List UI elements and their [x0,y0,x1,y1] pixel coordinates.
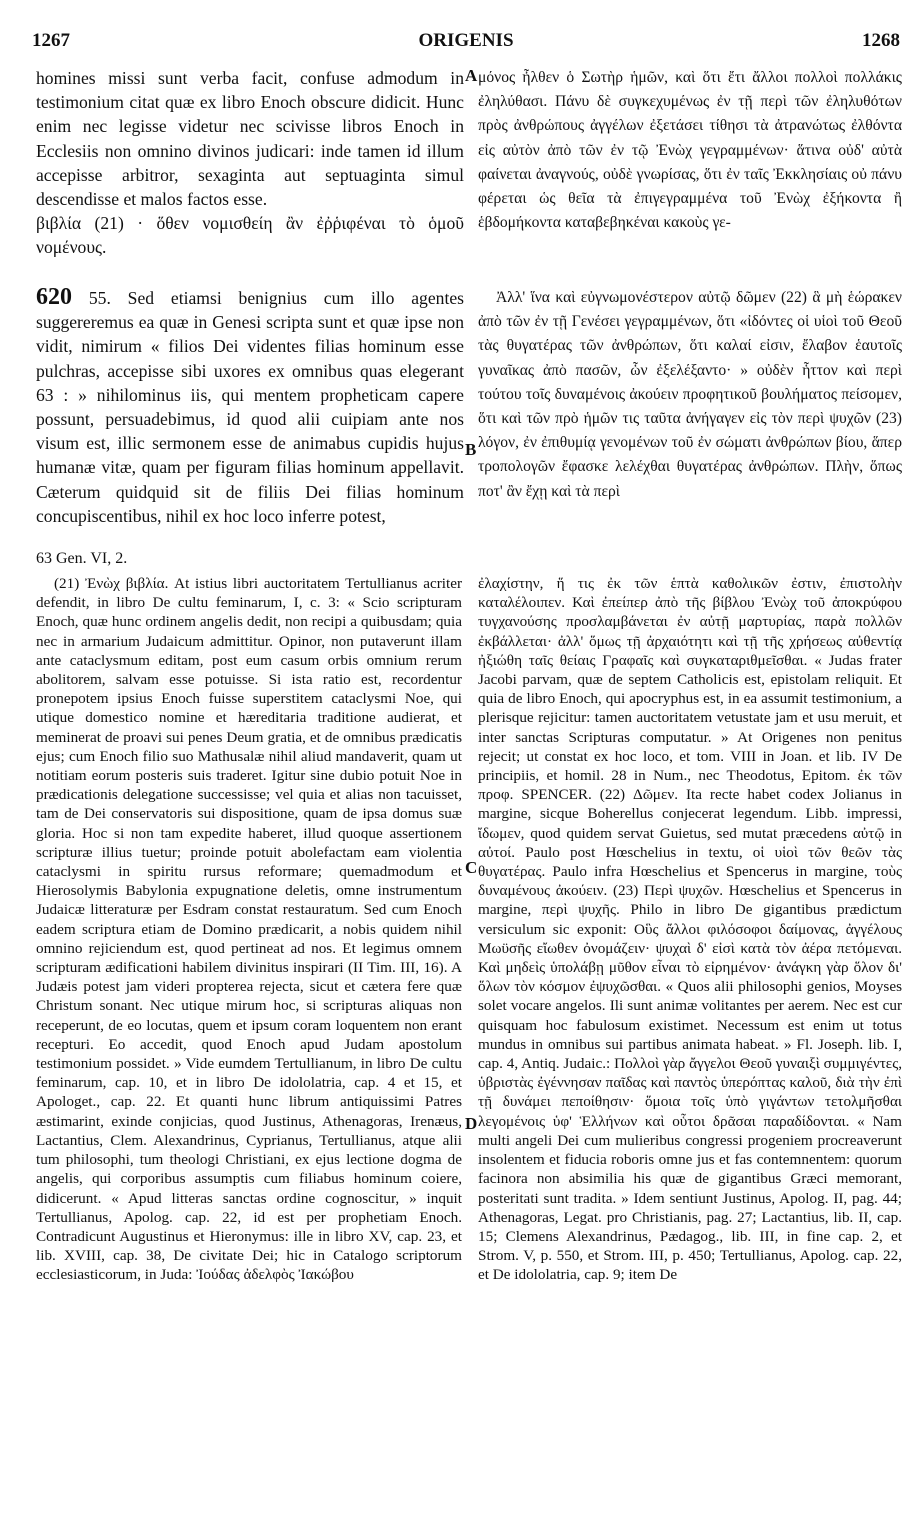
running-title: ORIGENIS [418,30,514,51]
notes-column-right [478,574,902,1519]
greek-section-paragraph: Ἀλλ' ἵνα καὶ εὐγνωμονέστερον αὐτῷ δῶμεν (22) ἃ μὴ ἑώρακεν ἀπὸ τῶν ἐν τῇ Γενέσει γεγραμμένων, ὅτι «ἰδόντες οἱ υἱοὶ τοῦ Θεοῦ τὰς θυγατέρας τῶν ἀνθρώπων, ὅτι καλαί εἰσιν, ἔλαβον ἑαυτοῖς γυναῖκας ἀπὸ πασῶν, ὧν ἐξελέξαντο· » οὐδὲν ἧττον καὶ περὶ τούτου τοῖς δυναμένοις ἀκούειν προφητικοῦ βουλήματος πείσομεν, ὅτι καὶ τῶν πρὸ ἡμῶν τις ταῦτα ἀνήγαγεν εἰς τὸν περὶ ψυχῶν (23) λόγον, ἐν ἐπιθυμίᾳ γενομένων τοῦ ἐν σώματι ἀνθρώπων βίου, ἅπερ τροπολογῶν ἔφασκε λελέχθαι θυγατέρας ἀνθρώπων. Πλὴν, ὅπως ποτ' ἂν ἔχῃ καὶ τὰ περὶ [478,289,902,500]
margin-letter-b: B [465,440,477,459]
page-number-left: 1267 [32,30,70,51]
greek-fragment-left: βιβλία (21) · ὅθεν νομισθείη ἂν ἐῤῥιφέναι τὸ ὁμοῦ νομένους. [36,213,464,258]
margin-letter-a: A [465,66,478,85]
greek-column-section [478,286,902,552]
notes-continued: ἐλαχίστην, ἥ τις ἐκ τῶν ἑπτὰ καθολικῶν ἐστιν, ἐπιστολὴν καταλέλοιπεν. Καὶ ἐπείπερ ἀπὸ τῆς βίβλου Ἐνὼχ τοῦ ἀποκρύφου τυγχανούσης προσλαμβάνεται ἐν αὐτῇ μαρτυρίας, παρὰ πολλῶν ἐκβάλλεται· ἀλλ' ὅμως τῇ ἀρχαιότητι καὶ τῇ τῆς χρήσεως αὐθεντίᾳ ἠξιώθη ταῖς θείαις Γραφαῖς καὶ συγκαταριθμεῖσθαι. « Judas frater Jacobi parvam, quæ de septem Catholicis est, epistolam reliquit. Et quia de libro Enoch, qui apocryphus est, in ea assumit testimonium, a plerisque rejicitur: tamen auctoritatem vetustate jam et usu meruit, et inter sanctas Scripturas computatur. » At Origenes non penitus rejecit; ut constat ex hoc loco, et tom. VIII in Joan. et lib. IV De principiis, et homil. 28 in Num., nec Theodotus, Epitom. ἐκ τῶν προφ. SPENCER. (22) Δῶμεν. Ita recte habet codex Jolianus in margine, sicque Boherellus conjecerat legendum. Libb. impressi, ἴδωμεν, quod quidem servat Guietus, sed mutat præcedens αὐτῷ in αὐτοί. Paulo post Hœschelius in textu, οἱ υἱοὶ τῶν θεῶν τὰς θυγατέρας. Paulo infra Hœschelius et Spencerus in margine, τοὺς δυναμένους ἀκούειν. (23) Περὶ ψυχῶν. Hœschelius et Spencerus in margine, περὶ ψυχῆς. Philo in libro De gigantibus prædictum versiculum sic exponit: Οὓς ἄλλοι φιλόσοφοι δαίμονας, ἀγγέλους Μωϋσῆς εἴωθεν ὀνομάζειν· ψυχαὶ δ' εἰσὶ κατὰ τὸν ἀέρα πετόμεναι. Καὶ μηδεὶς ὑπολάβῃ μῦθον εἶναι τὸ εἰρημένον· ἀνάγκη γὰρ ὅλον δι' ὅλων τὸν κόσμον ἐψυχῶσθαι. « Quos alii philosophi genios, Moyses solet vocare angelos. Ili sunt animæ volitantes per aerem. Nec est cur quisquam hoc fabulosum existimet. Necessum est enim ut totus mundus in omnibus sui partibus animata habeat. » Fl. Joseph. lib. I, cap. 4, Antiq. Judaic.: Πολλοὶ γὰρ ἄγγελοι Θεοῦ γυναιξὶ συμμιγέντες, ὑβριστὰς ἐγέννησαν παῖδας καὶ παντὸς ὑπερόπτας καλοῦ, διὰ τὴν ἐπὶ τῇ δυνάμει πεποίθησιν· ὅμοια τοῖς ὑπὸ γιγάντων τετολμῆσθαι λεγομένοις ὑφ' Ἑλλήνων καὶ οὗτοι δρᾶσαι παραδίδονται. « Nam multi angeli Dei cum mulieribus congressi progeniem procreaverunt insolentem et fiducia roboris omne jus et fas contemnentem: quorum facinora non absimilia his quæ de gigantibus Græci memorant, posteritati sunt tradita. » Idem sentiunt Justinus, Apolog. II, pag. 44; Athenagoras, Legat. pro Christianis, pag. 27; Lactantius, lib. II, cap. 15; Clemens Alexandrinus, Pædagog., lib. III, in fine cap. 2, et Strom. V, p. 550, et Strom. III, p. 450; Tertullianus, Apolog. cap. 22, et De idololatria, cap. 9; item De [478,575,902,1284]
running-header [32,30,900,58]
greek-column-top [478,66,902,288]
latin-column-section [36,285,464,547]
margin-letter-d: D [465,1114,478,1133]
scripture-footnote [36,548,464,572]
page-number-right: 1268 [862,30,900,51]
greek-paragraph-top: μόνος ἦλθεν ὁ Σωτὴρ ἡμῶν, καὶ ὅτι ἔτι ἄλλοι πολλοὶ πολλάκις ἐληλύθασι. Πάνυ δὲ συγκεχυμένως ἐν τῇ περὶ τῶν ἐληλυθότων πρὸς ἀνθρώπους ἀγγέλων ἐξετάσει τίθησι τὰ ἀτρανώτως ἐλθόντα εἰς αὐτὸν ἀπὸ τῶν ἐν τῷ Ἐνὼχ γεγραμμένων· ἅτινα οὐδ' αὐτὰ φαίνεται ἀναγνούς, οὐδὲ γνωρίσας, ὅτι ἐν ταῖς Ἐκκλησίαις οὐ πάνυ φέρεται ὡς θεῖα τὰ ἐπιγεγραμμένα τοῦ Ἐνὼχ ἐξήκοντα ἢ ἑβδομήκοντα καταβεβηκέναι κακοὺς γε- [478,69,902,232]
latin-section-text: 55. Sed etiamsi benignius cum illo agentes suggereremus ea quæ in Genesi scripta sunt et quæ ipse non vidit, nimirum « filios Dei videntes filias hominum esse pulchras, accepisse sibi uxores ex omnibus quas elegerant 63 : » nihilominus iis, qui mentem propheticam capere possunt, persuadebimus, id quod alii cuipiam ante nos visum est, illic sermonem esse de animabus cupidis hujus humanæ vitæ, quam per figuram filias hominum appellavit. Cæterum quidquid sit de filiis Dei filias hominum concupiscentibus, nihil ex hoc loco inferre potest, [36,288,464,526]
latin-paragraph-top: homines missi sunt verba facit, confuse admodum in testimonium citat quæ ex libro Enoch obscure didicit. Hunc enim nec legisse videtur nec scivisse libros Enoch in Ecclesiis non omnino divinos judicari: inde tamen id illum accepisse arbitror, sexaginta aut septuaginta simul descendisse et malos factos esse. [36,68,464,210]
scripture-footnote-text: 63 Gen. VI, 2. [36,550,128,567]
latin-section-paragraph [36,285,464,528]
notes-column-left [36,574,462,1519]
section-number: 620 [36,285,72,310]
note-21: (21) Ἐνὼχ βιβλία. At istius libri auctoritatem Tertullianus acriter defendit, in libro De cultu feminarum, I, c. 3: « Scio scripturam Enoch, quæ hunc ordinem angelis dedit, non recipi a quibusdam; quia nec in armarium Judaicum admittitur. Opinor, non putaverunt illam ante cataclysmum editam, post eum casum orbis omnium rerum abolitorem, salvam esse potuisse. Si ista ratio est, recordentur pronepotem ipsius Enoch fuisse superstitem cataclysmi Noe, qui utique domestico nomine et hæreditaria traditione audierat, et meminerat de proavi sui penes Deum gratia, et de omnibus prædicatis ejus; cum Enoch filio suo Mathusalæ nihil aliud mandaverit, quam ut notitiam eorum posteris suis traderet. Igitur sine dubio potuit Noe in prædicationis delegatione successisse; vel quia et alias non tacuisset, tam de Dei conservatoris sui dispositione, quam de ipsa domus suæ gloria. Hoc si non tam expedite haberet, illud quoque assertionem scripturæ illius tuetur; proinde potuit abolefactam eam violentia cataclysmi in spiritu rursus reformare; quemadmodum et Hierosolymis Babylonia expugnatione deletis, omne instrumentum Judaicæ litteraturæ per Esdram constat restauratum. Sed cum Enoch eadem scriptura etiam de Domino prædicarit, a nobis quidem nihil omnino rejiciendum est, quod pertineat ad nos. Et legimus omnem scripturam ædificationi habilem divinitus inspirari (II Tim. III, 16). A Judæis potest jam videri propterea rejecta, sicut et cætera fere quæ Christum sonant. Nec utique mirum hoc, si scripturas aliquas non receperunt, de eo locutas, quem et ipsum coram loquentem non erant recepturi. Eo accedit, quod Enoch apud Judam apostolum testimonium possidet. » Vide eumdem Tertullianum, in libro De cultu feminarum, cap. 10, et in libro De idololatria, cap. 4 et 15, et Apologet., cap. 22. Et quanti hunc librum antiquissimi Patres æstimarint, exinde conjicias, quod Justinus, Athenagoras, Irenæus, Lactantius, Clem. Alexandrinus, Cyprianus, Tertullianus, atque alii tum philosophi, tum theologi Christiani, ex ejus lectione dogma de angelis, qui corporibus assumptis cum filiabus hominum coiere, didicerunt. « Apud litteras sanctas ordine cognoscitur, » inquit Tertullianus, Apolog. cap. 22, id est per prophetiam Enoch. Contradicunt Augustinus et Hieronymus: ille in libro XV, cap. 23, et lib. XVIII, cap. 38, De civitate Dei; hic in Catalogo scriptorum ecclesiasticorum, in Juda: Ἰούδας ἀδελφὸς Ἰακώβου [36,575,462,1284]
margin-letter-c: C [465,858,478,877]
